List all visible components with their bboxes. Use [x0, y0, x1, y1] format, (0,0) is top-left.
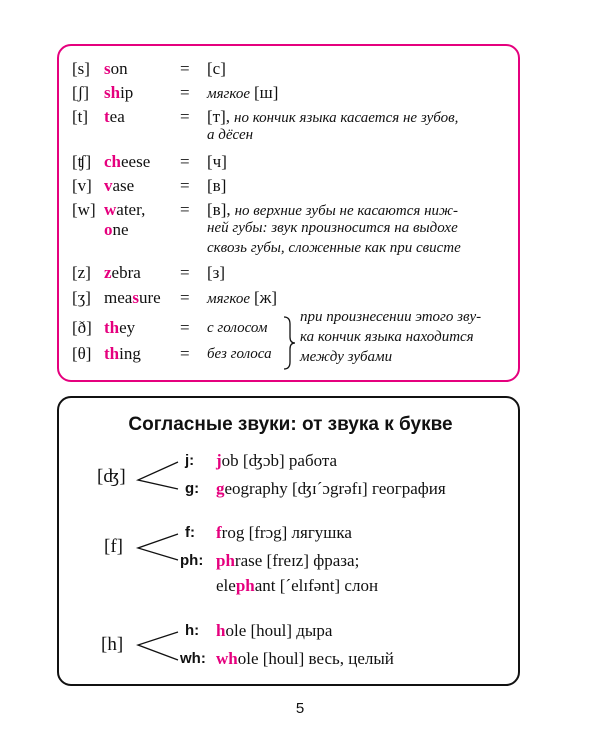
branch-line: [138, 462, 178, 489]
description: мягкое [ш]: [207, 83, 279, 102]
example-word: hole [houl] дыра: [216, 621, 333, 640]
ipa-symbol: [ʧ]: [72, 152, 92, 171]
ipa-symbol: [s]: [72, 59, 90, 78]
description-cont: ней губы: звук произносится на выдохе: [207, 220, 458, 236]
example-word: vase: [104, 176, 135, 195]
example-word: elephant [ˊelɪfənt] слон: [216, 576, 379, 595]
ipa-symbol: [ʃ]: [72, 83, 89, 102]
th-note: ка кончик языка находится: [300, 329, 474, 345]
equals-sign: =: [180, 83, 190, 102]
description: [в]: [207, 176, 227, 195]
description: мягкое [ж]: [207, 288, 278, 307]
equals-sign: =: [180, 107, 190, 126]
description: [ч]: [207, 152, 227, 171]
branch-line: [138, 534, 178, 560]
equals-sign: =: [180, 288, 190, 307]
letter-label: g:: [185, 480, 200, 497]
page-number: 5: [295, 700, 305, 717]
description: [с]: [207, 59, 226, 78]
example-word: geography [ʤɪˊɔgrəfɪ] география: [216, 479, 446, 498]
th-note: при произнесении этого зву-: [300, 309, 482, 325]
sound-symbol: [ʤ]: [97, 466, 126, 487]
ipa-symbol: [z]: [72, 263, 91, 282]
letter-label: f:: [185, 524, 195, 541]
letter-label: ph:: [180, 552, 204, 569]
example-word: measure: [104, 288, 161, 307]
ipa-symbol: [w]: [72, 200, 96, 219]
description: без голоса: [207, 346, 272, 362]
letter-label: h:: [185, 622, 200, 639]
description: [з]: [207, 263, 226, 282]
example-word: ship: [104, 83, 134, 102]
branch-line: [138, 632, 178, 660]
example-word: water,: [104, 200, 146, 219]
example-word: they: [104, 318, 136, 337]
description: с голосом: [207, 320, 268, 336]
example-word: whole [houl] весь, целый: [216, 649, 394, 668]
description: [в], но верхние зубы не касаются ниж-: [207, 200, 458, 219]
sound-symbol: [f]: [104, 536, 123, 557]
box-title: Согласные звуки: от звука к букве: [128, 414, 453, 435]
example-word: thing: [104, 344, 141, 363]
description-cont: сквозь губы, сложенные как при свисте: [207, 240, 461, 256]
letter-label: j:: [185, 452, 195, 469]
sound-symbol: [h]: [101, 634, 124, 655]
ipa-symbol: [θ]: [72, 344, 92, 363]
equals-sign: =: [180, 263, 190, 282]
example-word-2: one: [104, 220, 129, 239]
equals-sign: =: [180, 344, 190, 363]
example-word: zebra: [104, 263, 141, 282]
ipa-symbol: [ʒ]: [72, 288, 91, 307]
equals-sign: =: [180, 200, 190, 219]
example-word: frog [frɔg] лягушка: [216, 523, 352, 542]
example-word: cheese: [104, 152, 151, 171]
description: [т], но кончик языка касается не зубов,: [207, 107, 459, 126]
equals-sign: =: [180, 176, 190, 195]
ipa-symbol: [t]: [72, 107, 89, 126]
th-note: между зубами: [300, 349, 393, 365]
example-word: job [ʤɔb] работа: [216, 451, 338, 470]
example-word: phrase [freɪz] фраза;: [216, 551, 360, 570]
description-cont: а дёсен: [207, 127, 254, 143]
equals-sign: =: [180, 318, 190, 337]
ipa-symbol: [ð]: [72, 318, 92, 337]
equals-sign: =: [180, 59, 190, 78]
letter-label: wh:: [180, 650, 206, 667]
example-word: son: [104, 59, 128, 78]
ipa-symbol: [v]: [72, 176, 92, 195]
example-word: tea: [104, 107, 125, 126]
equals-sign: =: [180, 152, 190, 171]
